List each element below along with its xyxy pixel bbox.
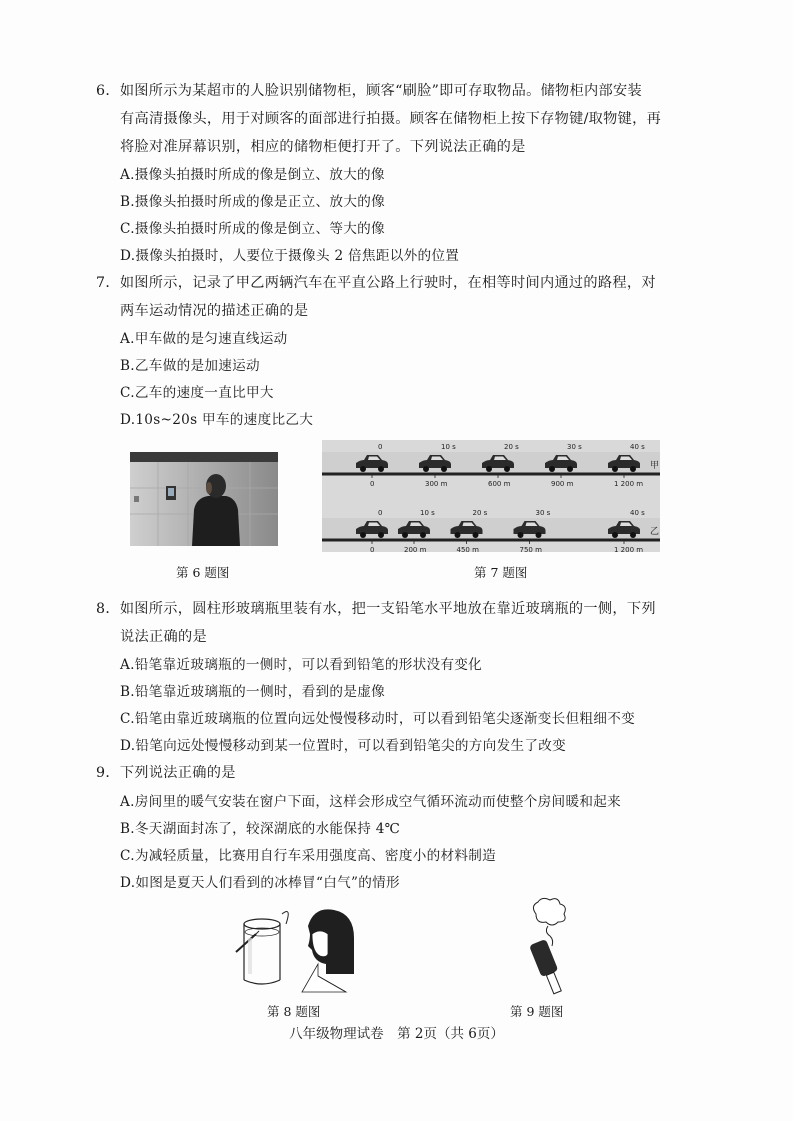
fig7-jia-distance-label: 1 200 m [614, 480, 644, 488]
fig7-yi-time-label: 10 s [420, 509, 435, 517]
q7-option-b: B.乙车做的是加速运动 [120, 358, 260, 374]
q6-stem-line-2: 有高清摄像头，用于对顾客的面部进行拍摄。顾客在储物柜上按下存物键/取物键，再 [120, 111, 662, 127]
q9-stem-line-1: 9．下列说法正确的是 [96, 765, 236, 781]
q7-option-d: D.10s~20s 甲车的速度比乙大 [120, 412, 314, 428]
fig7-jia-time-label: 0 [378, 443, 383, 451]
q9-option-c: C.为减轻质量，比赛用自行车采用强度高、密度小的材料制造 [120, 848, 497, 864]
fig7-yi-distance-label: 200 m [404, 546, 427, 552]
fig7-jia-label: 甲 [650, 461, 660, 471]
fig7-jia-distance-label: 600 m [488, 480, 511, 488]
fig8-caption: 第 8 题图 [267, 1004, 321, 1019]
q8-option-a: A.铅笔靠近玻璃瓶的一侧时，可以看到铅笔的形状没有变化 [120, 657, 483, 673]
q8-stem-line-2: 说法正确的是 [120, 629, 207, 645]
fig9-caption: 第 9 题图 [510, 1004, 564, 1019]
q8-option-b: B.铅笔靠近玻璃瓶的一侧时，看到的是虚像 [120, 684, 385, 700]
q6-stem-line-3: 将脸对准屏幕识别，相应的储物柜便打开了。下列说法正确的是 [120, 139, 526, 155]
fig7-yi-time-label: 30 s [535, 509, 551, 517]
fig7-jia-distance-label: 900 m [551, 480, 574, 488]
q6-stem-line-1: 6．如图所示为某超市的人脸识别储物柜，顾客“刷脸”即可存取物品。储物柜内部安装 [96, 83, 642, 99]
fig9-illustration [524, 896, 574, 996]
fig7-jia-time-label: 30 s [567, 443, 582, 451]
q7-option-c: C.乙车的速度一直比甲大 [120, 385, 274, 401]
fig6-photo [130, 452, 278, 546]
q9-option-a: A.房间里的暖气安装在窗户下面，这样会形成空气循环流动而使整个房间暖和起来 [120, 794, 622, 810]
fig7-yi-time-label: 20 s [472, 509, 488, 517]
q7-option-a: A.甲车做的是匀速直线运动 [120, 331, 288, 347]
fig7-jia-time-label: 10 s [441, 443, 456, 451]
q6-option-a: A.摄像头拍摄时所成的像是倒立、放大的像 [120, 167, 385, 183]
fig7-yi-distance-label: 450 m [456, 546, 479, 552]
fig7-yi-distance-label: 1 200 m [614, 546, 644, 552]
q6-option-d: D.摄像头拍摄时，人要位于摄像头 2 倍焦距以外的位置 [120, 248, 460, 264]
fig7-jia-distance-label: 0 [370, 480, 375, 488]
fig7-caption: 第 7 题图 [474, 565, 528, 580]
page-footer: 八年级物理试卷 第 2页（共 6页） [289, 1026, 504, 1042]
fig7-yi-distance-label: 750 m [519, 546, 542, 552]
q7-stem-line-2: 两车运动情况的描述正确的是 [120, 303, 309, 319]
fig7-yi-time-label: 40 s [630, 509, 645, 517]
q9-option-b: B.冬天湖面封冻了，较深湖底的水能保持 4℃ [120, 821, 401, 837]
q6-option-c: C.摄像头拍摄时所成的像是倒立、等大的像 [120, 221, 385, 237]
q9-option-d: D.如图是夏天人们看到的冰棒冒“白气”的情形 [120, 875, 400, 891]
fig7-jia-time-label: 40 s [630, 443, 645, 451]
q8-stem-line-1: 8．如图所示，圆柱形玻璃瓶里装有水，把一支铅笔水平地放在靠近玻璃瓶的一侧，下列 [96, 601, 656, 617]
q8-option-d: D.铅笔向远处慢慢移动到某一位置时，可以看到铅笔尖的方向发生了改变 [120, 738, 567, 754]
q7-stem-line-1: 7．如图所示，记录了甲乙两辆汽车在平直公路上行驶时，在相等时间内通过的路程，对 [96, 275, 656, 291]
fig7-diagram [322, 440, 660, 552]
fig7-yi-time-label: 0 [378, 509, 383, 517]
fig7-yi-distance-label: 0 [370, 546, 375, 552]
q8-option-c: C.铅笔由靠近玻璃瓶的位置向远处慢慢移动时，可以看到铅笔尖逐渐变长但粗细不变 [120, 711, 636, 727]
fig8-illustration [222, 904, 362, 994]
fig7-yi-label: 乙 [650, 527, 660, 537]
fig7-jia-distance-label: 300 m [425, 480, 448, 488]
fig7-jia-time-label: 20 s [504, 443, 519, 451]
q6-option-b: B.摄像头拍摄时所成的像是正立、放大的像 [120, 194, 385, 210]
fig6-caption: 第 6 题图 [176, 565, 230, 580]
